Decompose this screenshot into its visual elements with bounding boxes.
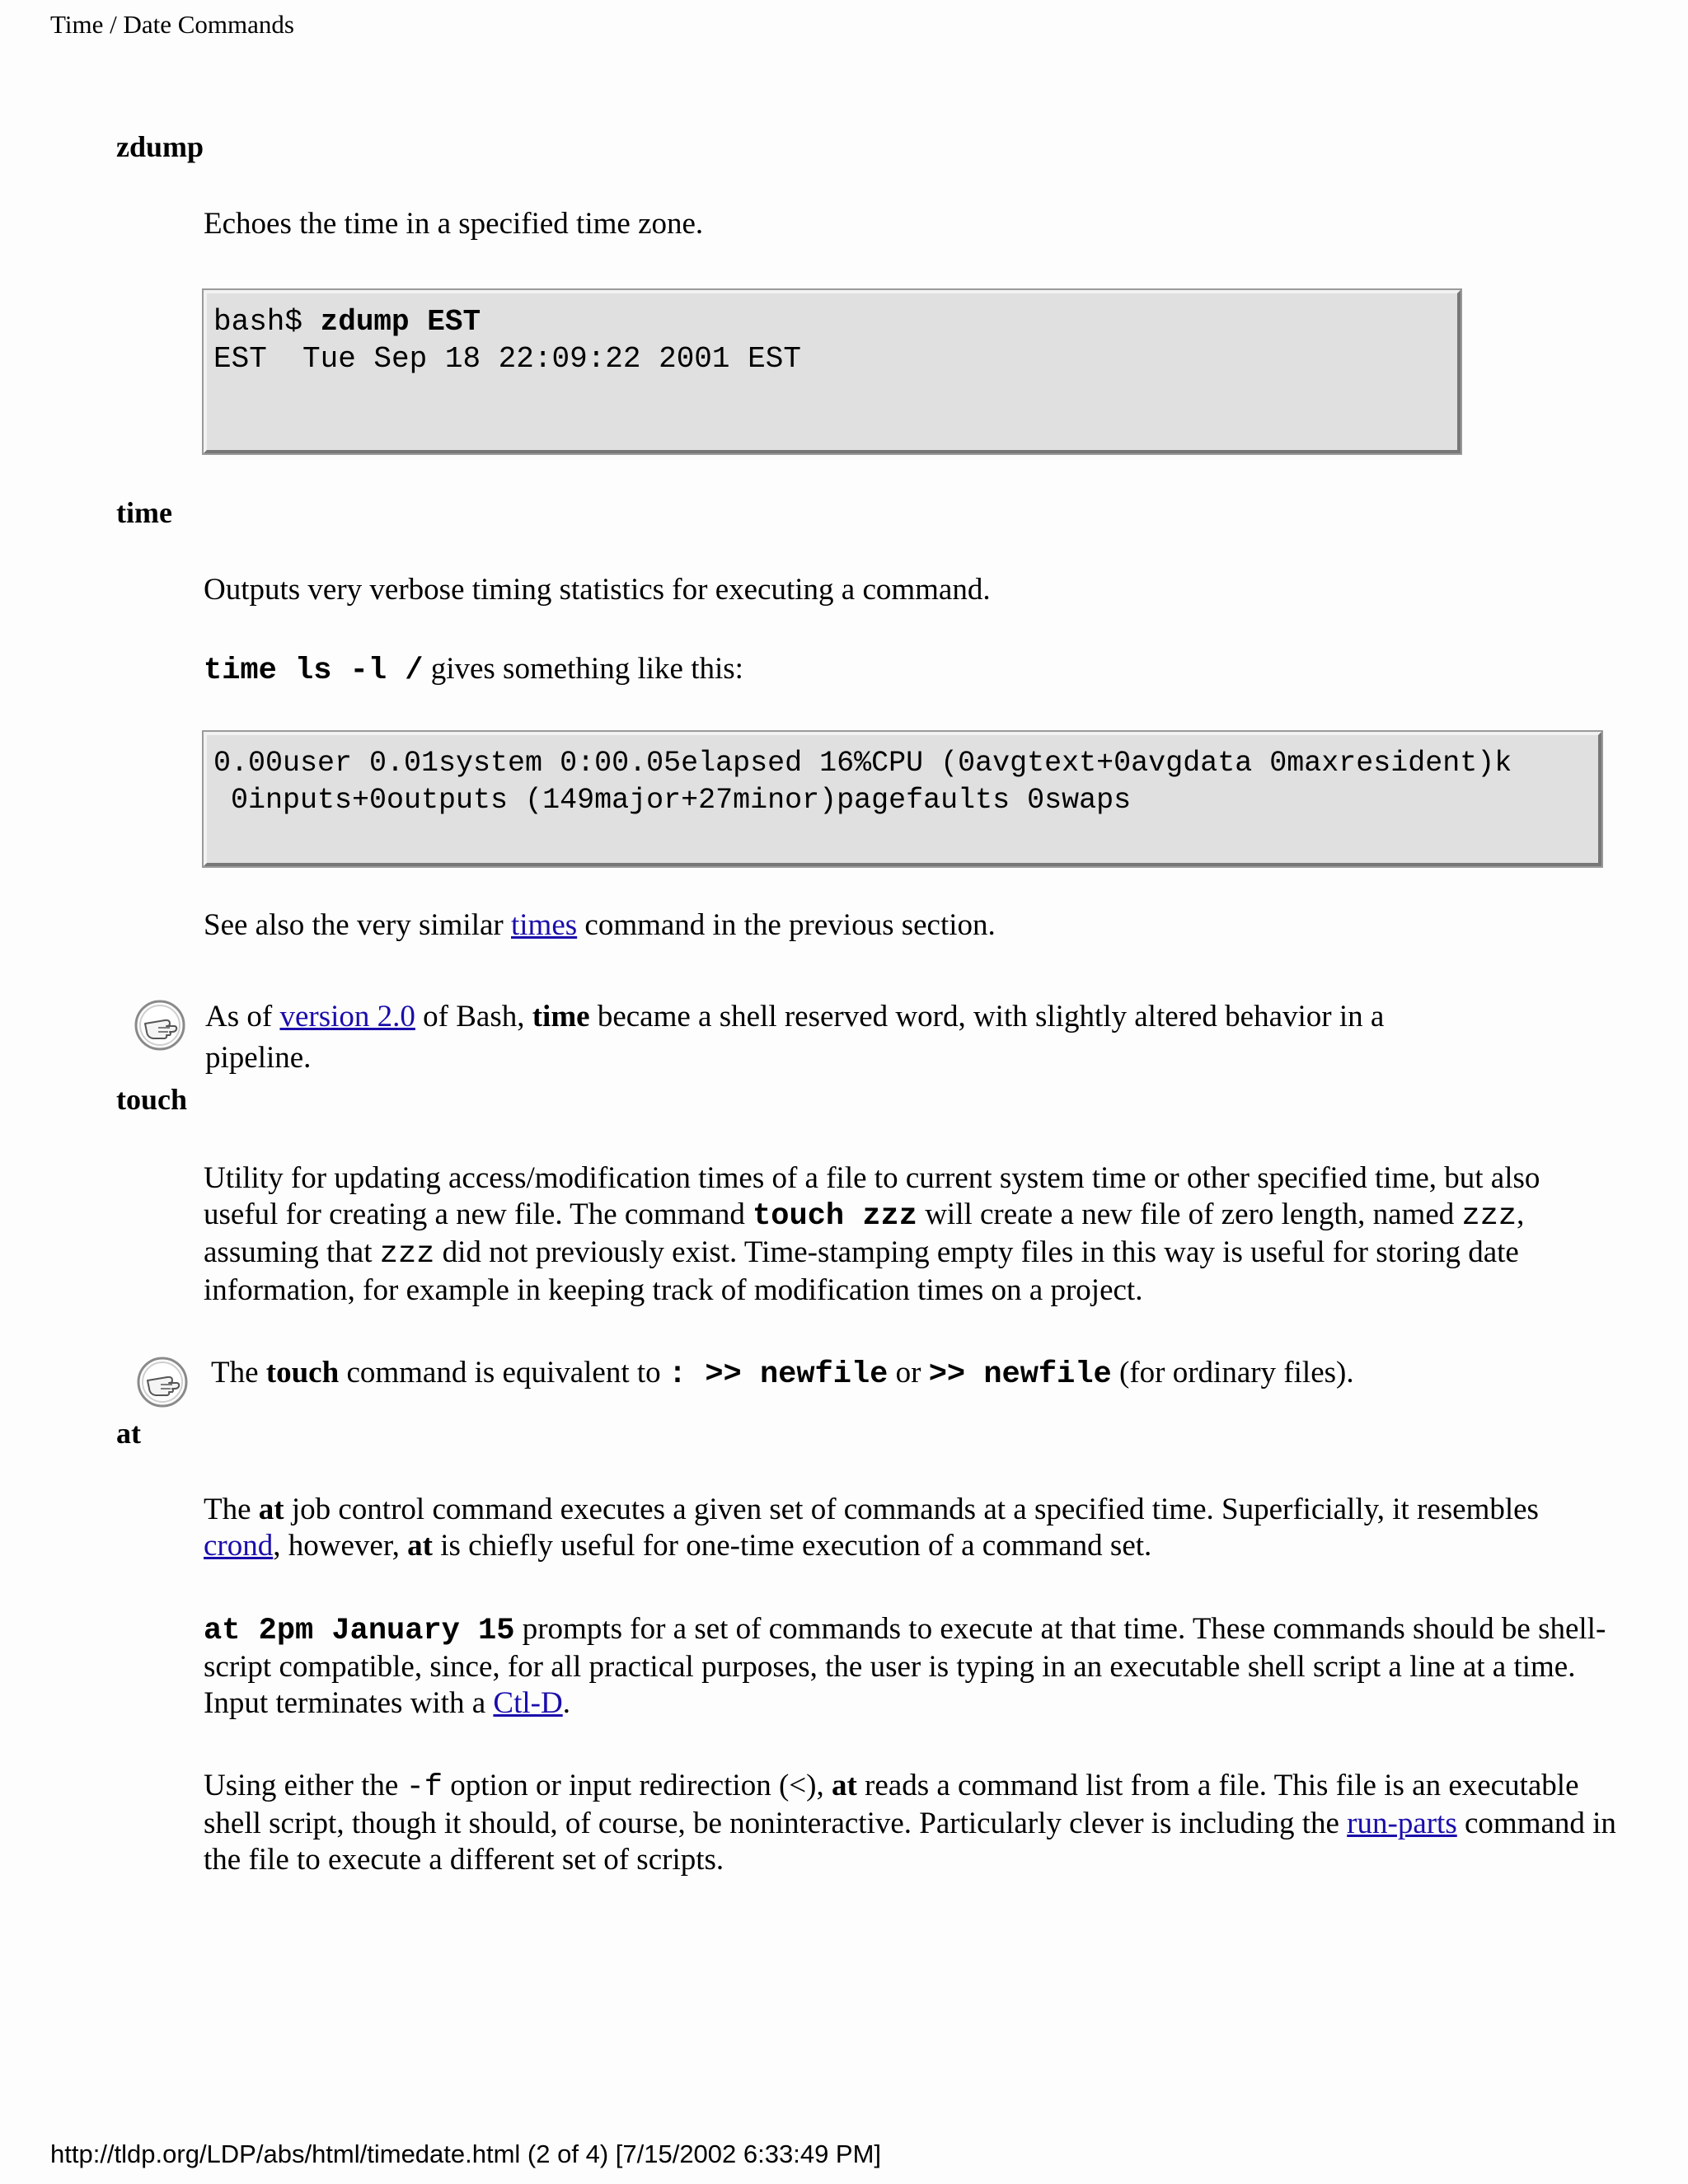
term-at: at	[116, 1417, 141, 1450]
at-description	[204, 1492, 1621, 1564]
at-bold: at	[258, 1493, 284, 1526]
time-output-line-1: 0.00user 0.01system 0:00.05elapsed 16%CPU (0avgtext+0avgdata 0maxresident)k	[213, 747, 1512, 780]
zdump-command: zdump EST	[320, 305, 481, 339]
touch-note-bold: touch	[265, 1356, 340, 1390]
term-zdump: zdump	[116, 130, 204, 163]
time-note-text: As of	[205, 1000, 280, 1033]
at-example-text: prompts for a set of commands to execute at that time. These commands should be shell-script compatible, since, for all practical purposes, the user is typing in an executable shell script a line at a time. Input terminates with a	[204, 1612, 1606, 1720]
link-run-parts[interactable]: run-parts	[1347, 1807, 1457, 1840]
at-file-input	[204, 1768, 1621, 1878]
zdump-output: EST Tue Sep 18 22:09:22 2001 EST	[213, 342, 801, 376]
time-description: Outputs very verbose timing statistics for executing a command.	[204, 573, 991, 607]
time-example-line	[204, 651, 1621, 689]
at-example-text-end: .	[562, 1686, 570, 1720]
touch-note-command-1: : >> newfile	[668, 1357, 889, 1392]
touch-note-text: The	[211, 1356, 266, 1390]
touch-note-text-2: command is equivalent to	[339, 1356, 668, 1390]
at-example-command: at 2pm January 15	[204, 1614, 515, 1648]
touch-filename-2: zzz	[379, 1237, 435, 1272]
touch-text-c: , assuming that	[204, 1197, 1525, 1269]
time-output-line-2: 0inputs+0outputs (149major+27minor)pagefaults 0swaps	[213, 784, 1132, 817]
touch-text-a: Utility for updating access/modification times of a file to current system time or other specified time, but also useful for creating a new file. The command	[204, 1161, 1540, 1231]
time-example-text: gives something like this:	[423, 652, 743, 686]
zdump-prompt: bash$	[213, 305, 321, 339]
time-note-text-3: became a shell reserved word, with slightly altered behavior in a pipeline.	[205, 1000, 1385, 1075]
time-see-also	[204, 907, 1621, 944]
link-version-2[interactable]: version 2.0	[279, 1000, 415, 1033]
zdump-screen	[204, 290, 1461, 453]
note-icon	[136, 1356, 189, 1408]
at-file-text-b: option or input redirection (<),	[443, 1769, 832, 1802]
zdump-description: Echoes the time in a specified time zone.	[204, 207, 704, 241]
at-bold-2: at	[407, 1529, 433, 1563]
note-icon	[134, 999, 186, 1052]
touch-note-command-2: >> newfile	[928, 1357, 1112, 1392]
touch-note	[211, 1355, 1571, 1393]
time-note-text-2: of Bash,	[415, 1000, 532, 1033]
time-example-command: time ls -l /	[204, 654, 424, 688]
at-file-text-c: reads a command list from a file. This file is an executable shell script, though it should, of course, be noninteractive. Particularly clever is including the	[204, 1769, 1579, 1840]
page-footer-url: http://tldp.org/LDP/abs/html/timedate.html (2 of 4) [7/15/2002 6:33:49 PM]	[50, 2139, 882, 2168]
link-ctl-d[interactable]: Ctl-D	[493, 1686, 563, 1720]
touch-note-text-4: (for ordinary files).	[1111, 1356, 1354, 1390]
see-also-text-end: command in the previous section.	[577, 908, 996, 942]
at-file-text-a: Using either the	[204, 1769, 406, 1802]
term-touch: touch	[116, 1083, 188, 1116]
touch-text-b: will create a new file of zero length, named	[917, 1197, 1462, 1231]
at-option-f: -f	[406, 1770, 443, 1805]
see-also-text: See also the very similar	[204, 908, 511, 942]
at-example	[204, 1611, 1621, 1722]
touch-command: touch zzz	[753, 1199, 917, 1234]
at-file-bold: at	[831, 1769, 857, 1802]
at-text-d: is chiefly useful for one-time execution of a command set.	[432, 1529, 1152, 1563]
page-header-title: Time / Date Commands	[50, 10, 294, 39]
link-times[interactable]: times	[510, 908, 578, 942]
time-output-screen	[204, 732, 1601, 866]
touch-description	[204, 1160, 1621, 1309]
at-text-b: job control command executes a given set of commands at a specified time. Superficially, it resembles	[284, 1493, 1539, 1526]
touch-note-text-3: or	[888, 1356, 929, 1390]
link-crond[interactable]: crond	[204, 1529, 274, 1563]
term-time: time	[116, 496, 172, 529]
time-note	[205, 996, 1417, 1079]
touch-filename: zzz	[1461, 1199, 1517, 1234]
at-text-a: The	[204, 1493, 259, 1526]
at-text-c: , however,	[273, 1529, 408, 1563]
at-file-text-d: command in the file to execute a different set of scripts.	[204, 1807, 1616, 1877]
touch-text-d: did not previously exist. Time-stamping empty files in this way is useful for storing date information, for example in keeping track of modification times on a project.	[204, 1235, 1519, 1307]
time-note-bold: time	[532, 1000, 590, 1033]
